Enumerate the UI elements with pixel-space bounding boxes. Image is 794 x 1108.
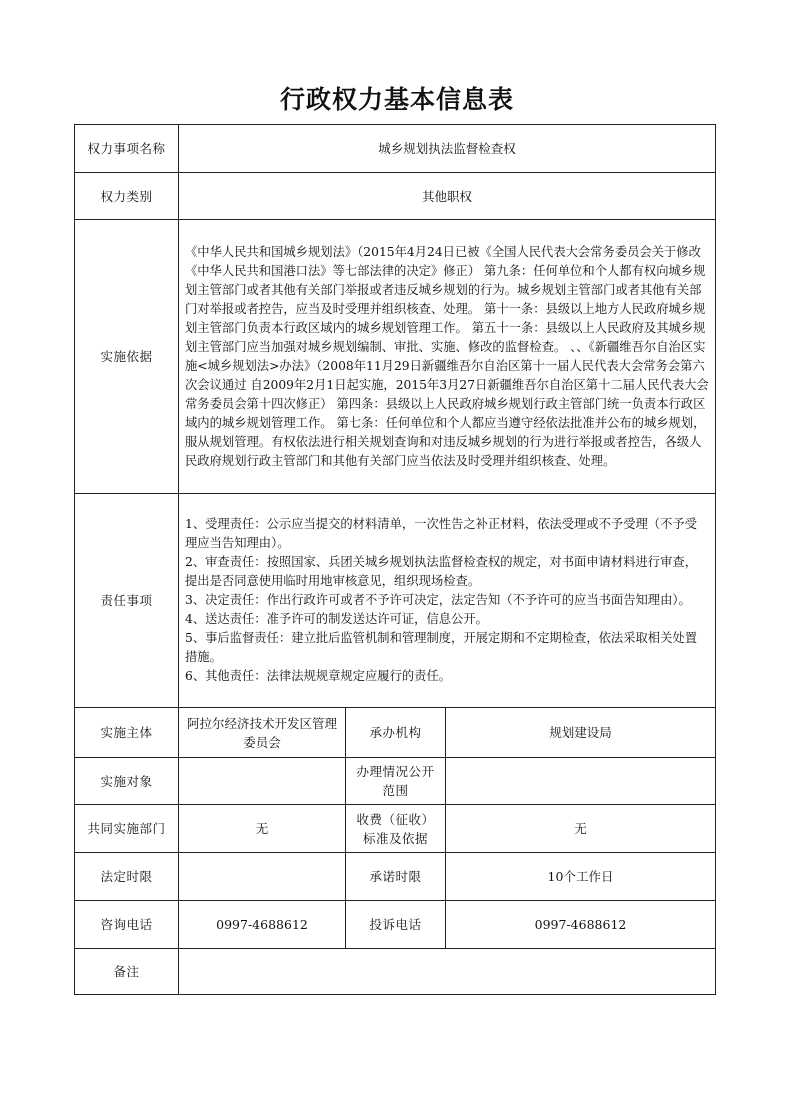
row-item-name	[75, 125, 716, 173]
remark-value	[179, 949, 716, 995]
row-duties	[75, 494, 716, 708]
duty-item: 4、送达责任：准予许可的制发送达许可证，信息公开。	[185, 612, 488, 626]
duty-item: 6、其他责任：法律法规规章规定应履行的责任。	[185, 669, 452, 683]
legal-time-label: 法定时限	[75, 853, 179, 901]
duties-label: 责任事项	[75, 494, 179, 708]
category-value: 其他职权	[179, 173, 716, 220]
legal-time-value	[179, 853, 346, 901]
promised-time-label: 承诺时限	[346, 853, 446, 901]
target-label: 实施对象	[75, 758, 179, 805]
consult-phone-value: 0997-4688612	[179, 901, 346, 949]
complaint-phone-value: 0997-4688612	[446, 901, 716, 949]
duty-item: 2、审查责任：按照国家、兵团关城乡规划执法监督检查权的规定，对书面申请材料进行审查，提出是否同意使用临时用地审核意见，组织现场检查。	[185, 555, 697, 588]
consult-phone-label: 咨询电话	[75, 901, 179, 949]
handling-agency-value: 规划建设局	[446, 708, 716, 758]
item-name-value: 城乡规划执法监督检查权	[179, 125, 716, 173]
disclosure-scope-value	[446, 758, 716, 805]
row-joint	[75, 805, 716, 853]
target-value	[179, 758, 346, 805]
basis-text: 《中华人民共和国城乡规划法》（2015年4月24日已被《全国人民代表大会常务委员会关于修改《中华人民共和国港口法》等七部法律的决定》修正） 第九条：任何单位和个人都有权向城乡规划主管部门或者其他有关部门举报或者违反城乡规划的行为。城乡规划主管部门或者其他有关部门对举报或者控告，应当及时受理并组织核查、处理。 第十一条：县级以上地方人民政府城乡规划主管部门负责本行政区域内的城乡规划管理工作。 第五十一条：县级以上人民政府及其城乡规划主管部门应当加强对城乡规划编制、审批、实施、修改的监督检查。 、、《新疆维吾尔自治区实施<城乡规划法>办法》（2008年11月29日新疆维吾尔自治区第十一届人民代表大会常务会第六次会议通过 自2009年2月1日起实施，2015年3月27日新疆维吾尔自治区第十二届人民代表大会常务委员会第十四次修正） 第四条：县级以上人民政府城乡规划行政主管部门统一负责本行政区域内的城乡规划管理工作。 第七条：任何单位和个人都应当遵守经依法批准并公布的城乡规划，服从规划管理。有权依法进行相关规划查询和对违反城乡规划的行为进行举报或者控告，各级人民政府规划行政主管部门和其他有关部门应当依法及时受理并组织核查、处理。	[179, 220, 716, 494]
row-category	[75, 173, 716, 220]
subject-label: 实施主体	[75, 708, 179, 758]
fee-value: 无	[446, 805, 716, 853]
duty-item: 5、事后监督责任：建立批后监管机制和管理制度，开展定期和不定期检查，依法采取相关处置措施。	[185, 631, 697, 664]
handling-agency-label: 承办机构	[346, 708, 446, 758]
joint-dept-label: 共同实施部门	[75, 805, 179, 853]
page-title: 行政权力基本信息表	[279, 85, 514, 114]
row-remark	[75, 949, 716, 995]
duties-list	[179, 494, 716, 708]
item-name-label: 权力事项名称	[75, 125, 179, 173]
row-time	[75, 853, 716, 901]
row-phone	[75, 901, 716, 949]
category-label: 权力类别	[75, 173, 179, 220]
joint-dept-value: 无	[179, 805, 346, 853]
complaint-phone-label: 投诉电话	[346, 901, 446, 949]
remark-label: 备注	[75, 949, 179, 995]
row-target	[75, 758, 716, 805]
row-subject	[75, 708, 716, 758]
duty-item: 1、受理责任：公示应当提交的材料清单，一次性告之补正材料，依法受理或不予受理（不予受理应当告知理由）。	[185, 517, 697, 550]
fee-label: 收费（征收）标准及依据	[346, 805, 446, 853]
basis-label: 实施依据	[75, 220, 179, 494]
promised-time-value: 10个工作日	[446, 853, 716, 901]
row-basis	[75, 220, 716, 494]
disclosure-scope-label: 办理情况公开范围	[346, 758, 446, 805]
info-table	[74, 124, 716, 995]
subject-value: 阿拉尔经济技术开发区管理委员会	[179, 708, 346, 758]
duty-item: 3、决定责任：作出行政许可或者不予许可决定，法定告知（不予许可的应当书面告知理由）。	[185, 593, 691, 607]
